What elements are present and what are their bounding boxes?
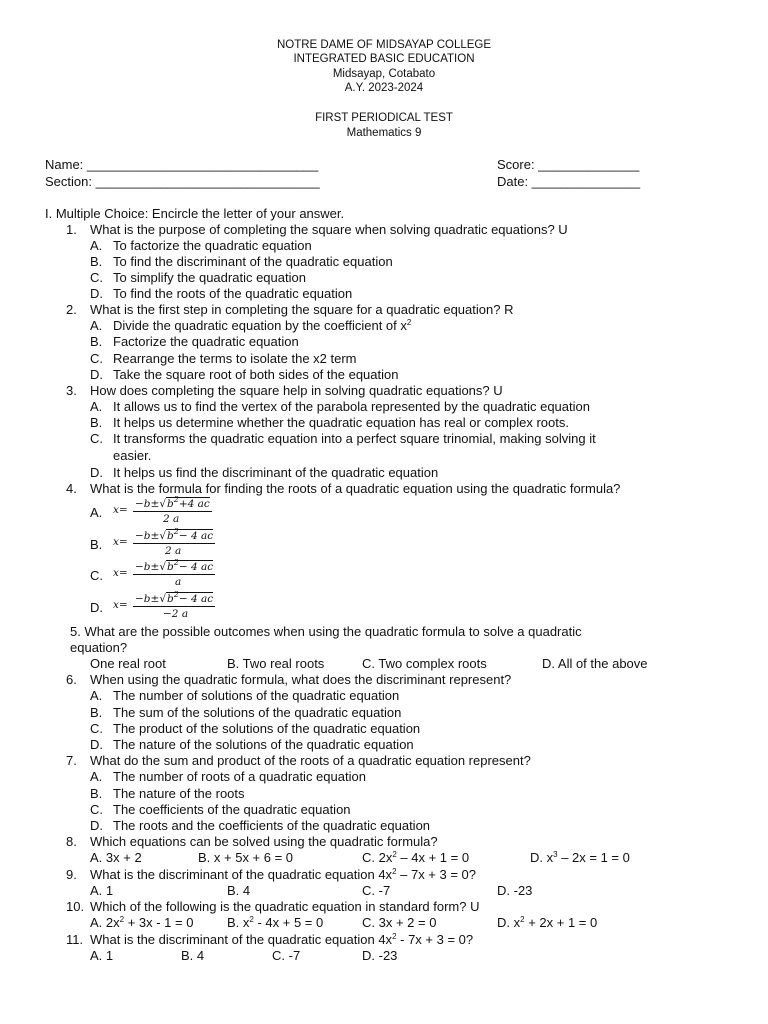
formula-numerator: $-b\pm√b^2+4$ ac bbox=[135, 495, 210, 510]
option-text: Factorize the quadratic equation bbox=[113, 334, 299, 349]
numerator-prefix: −b± bbox=[135, 593, 160, 605]
option-d: D. -23 bbox=[362, 948, 398, 963]
radicand-rest: − 4 ac bbox=[178, 593, 214, 605]
option-a: One real root bbox=[90, 656, 166, 671]
question-text: What is the first step in completing the square for a quadratic equation? R bbox=[90, 302, 514, 317]
option-b: B. 4 bbox=[181, 948, 205, 963]
option-text-main: A. 2x bbox=[90, 915, 120, 930]
radicand bbox=[166, 529, 213, 542]
question-number: 8. bbox=[66, 834, 77, 849]
subject-title: Mathematics 9 bbox=[346, 127, 422, 139]
option-text: The roots and the coefficients of the quadratic equation bbox=[113, 818, 431, 833]
radicand-base: b bbox=[167, 530, 174, 542]
superscript: 2 bbox=[173, 590, 179, 599]
superscript: 2 bbox=[520, 915, 525, 924]
numerator-prefix: −b± bbox=[135, 530, 160, 542]
academic-year: A.Y. 2023-2024 bbox=[344, 82, 424, 94]
option-b: B. 4 bbox=[227, 883, 251, 898]
option-text: The number of solutions of the quadratic equation bbox=[113, 688, 400, 703]
radicand-base: b bbox=[167, 498, 174, 510]
instruction: I. Multiple Choice: Encircle the letter of your answer. bbox=[45, 206, 345, 221]
option-text: The nature of the roots bbox=[113, 786, 245, 801]
superscript: 2 bbox=[173, 527, 179, 536]
option-letter: A. bbox=[90, 505, 103, 520]
option-letter: B. bbox=[90, 537, 103, 552]
radicand bbox=[166, 592, 213, 605]
option-text-main: D. x bbox=[530, 850, 554, 865]
question-number: 6. bbox=[66, 672, 77, 687]
option-text: To simplify the quadratic equation bbox=[113, 270, 306, 285]
option-letter: B. bbox=[90, 415, 103, 430]
radicand-rest: − 4 ac bbox=[178, 561, 214, 573]
option-text-main: B. x bbox=[227, 915, 250, 930]
name-field: Name: ________________________________ bbox=[45, 157, 319, 172]
superscript: 2 bbox=[249, 915, 254, 924]
option-text-rest: + 3x - 1 = 0 bbox=[124, 915, 194, 930]
superscript: 2 bbox=[392, 867, 397, 876]
option-text: It allows us to find the vertex of the parabola represented by the quadratic equation bbox=[113, 399, 590, 414]
formula-lhs: x= bbox=[113, 504, 128, 516]
option-text: It transforms the quadratic equation into a perfect square trinomial, making solving it bbox=[113, 431, 596, 446]
question-text bbox=[90, 932, 473, 948]
radicand bbox=[166, 497, 210, 510]
superscript: 2 bbox=[392, 850, 397, 859]
option-text: The product of the solutions of the quadratic equation bbox=[113, 721, 421, 736]
radicand-rest: +4 ac bbox=[178, 498, 210, 510]
question-5: 5. What are the possible outcomes when using the quadratic formula to solve a quadratic bbox=[70, 624, 582, 639]
score-field: Score: ______________ bbox=[497, 157, 640, 172]
formula-denominator: −2 a bbox=[163, 608, 189, 620]
option-text-main: C. 2x bbox=[362, 850, 393, 865]
option-text: Rearrange the terms to isolate the x2 term bbox=[113, 351, 357, 366]
option-letter: B. bbox=[90, 705, 103, 720]
option-a: A. 1 bbox=[90, 948, 114, 963]
superscript: 2 bbox=[119, 915, 125, 924]
option-text-rest: + 2x + 1 = 0 bbox=[524, 915, 598, 930]
option-letter: C. bbox=[90, 568, 103, 583]
option-text-main: Divide the quadratic equation by the coefficient of x bbox=[113, 318, 407, 333]
option-text: easier. bbox=[113, 448, 152, 463]
option-b bbox=[227, 915, 323, 931]
formula-denominator: 2 a bbox=[165, 545, 182, 557]
section-field: Section: _______________________________ bbox=[45, 174, 320, 189]
option-d bbox=[497, 915, 597, 931]
option-text: The number of roots of a quadratic equation bbox=[113, 769, 366, 784]
option-c: C. -7 bbox=[272, 948, 301, 963]
question-text: What is the purpose of completing the square when solving quadratic equations? U bbox=[90, 222, 568, 237]
option-c bbox=[362, 850, 469, 866]
test-title: FIRST PERIODICAL TEST bbox=[315, 112, 453, 124]
option-d bbox=[530, 850, 630, 866]
option-letter: D. bbox=[90, 737, 103, 752]
option-text: The coefficients of the quadratic equation bbox=[113, 802, 351, 817]
superscript: 2 bbox=[392, 932, 397, 941]
formula-denominator: a bbox=[175, 576, 182, 588]
option-text: Take the square root of both sides of the equation bbox=[113, 367, 399, 382]
option-letter: D. bbox=[90, 286, 103, 301]
date-field: Date: _______________ bbox=[497, 174, 641, 189]
option-a: A. 3x + 2 bbox=[90, 850, 142, 865]
option-letter: B. bbox=[90, 786, 103, 801]
question-5-continued: equation? bbox=[70, 640, 128, 655]
option-text-rest: - 4x + 5 = 0 bbox=[253, 915, 324, 930]
formula-lhs: x= bbox=[113, 567, 128, 579]
formula-numerator: $-b\pm√b^2- 4$ ac bbox=[135, 590, 214, 605]
question-number: 10. bbox=[66, 899, 85, 914]
option-c: C. Two complex roots bbox=[362, 656, 487, 671]
option-letter: B. bbox=[90, 254, 103, 269]
superscript: 2 bbox=[173, 495, 179, 504]
option-letter: A. bbox=[90, 238, 103, 253]
department: INTEGRATED BASIC EDUCATION bbox=[293, 53, 475, 65]
option-text-rest: – 4x + 1 = 0 bbox=[396, 850, 470, 865]
option-text: The sum of the solutions of the quadratic equation bbox=[113, 705, 402, 720]
option-b: B. x + 5x + 6 = 0 bbox=[198, 850, 294, 865]
option-b: B. Two real roots bbox=[227, 656, 325, 671]
formula-numerator: $-b\pm√b^2- 4$ ac bbox=[135, 527, 214, 542]
radicand-base: b bbox=[167, 561, 174, 573]
option-letter: A. bbox=[90, 399, 103, 414]
question-text: When using the quadratic formula, what does the discriminant represent? bbox=[90, 672, 512, 687]
question-text: Which of the following is the quadratic equation in standard form? U bbox=[90, 899, 480, 914]
option-letter: D. bbox=[90, 367, 103, 382]
option-letter: A. bbox=[90, 688, 103, 703]
option-letter: C. bbox=[90, 802, 103, 817]
option-d: D. All of the above bbox=[542, 656, 648, 671]
option-letter: A. bbox=[90, 318, 103, 333]
question-number: 7. bbox=[66, 753, 77, 768]
option-letter: B. bbox=[90, 334, 103, 349]
question-text: How does completing the square help in solving quadratic equations? U bbox=[90, 383, 503, 398]
option-text: To find the discriminant of the quadratic equation bbox=[113, 254, 393, 269]
option-text-main: D. x bbox=[497, 915, 521, 930]
question-text-rest: – 7x + 3 = 0? bbox=[396, 867, 477, 882]
superscript: 2 bbox=[406, 318, 412, 327]
school-name: NOTRE DAME OF MIDSAYAP COLLEGE bbox=[276, 39, 492, 51]
option-letter: A. bbox=[90, 769, 103, 784]
question-number: 11. bbox=[66, 932, 84, 947]
question-number: 2. bbox=[66, 302, 77, 317]
option-letter: C. bbox=[90, 431, 103, 446]
option-text: It helps us find the discriminant of the quadratic equation bbox=[113, 465, 439, 480]
question-text: What do the sum and product of the roots of a quadratic equation represent? bbox=[90, 753, 531, 768]
option-c: C. -7 bbox=[362, 883, 391, 898]
option-text: The nature of the solutions of the quadratic equation bbox=[113, 737, 414, 752]
option-a bbox=[90, 915, 193, 931]
numerator-prefix: −b± bbox=[135, 498, 160, 510]
option-letter: C. bbox=[90, 351, 103, 366]
question-text-main: What is the discriminant of the quadratic equation 4x bbox=[90, 932, 393, 947]
option-letter: D. bbox=[90, 600, 103, 615]
option-letter: C. bbox=[90, 270, 103, 285]
option-text: It helps us determine whether the quadratic equation has real or complex roots. bbox=[113, 415, 569, 430]
question-number: 4. bbox=[66, 481, 77, 496]
formula-lhs: x= bbox=[113, 599, 128, 611]
question-text-main: What is the discriminant of the quadratic equation 4x bbox=[90, 867, 393, 882]
superscript: 2 bbox=[173, 558, 179, 567]
option-c: C. 3x + 2 = 0 bbox=[362, 915, 437, 930]
radicand-base: b bbox=[167, 593, 174, 605]
formula-lhs: x= bbox=[113, 536, 128, 548]
option-d: D. -23 bbox=[497, 883, 533, 898]
option-text-rest: – 2x = 1 = 0 bbox=[557, 850, 630, 865]
question-number: 9. bbox=[66, 867, 77, 882]
question-text: What is the formula for finding the roots of a quadratic equation using the quadratic formula? bbox=[90, 481, 621, 496]
radicand bbox=[166, 560, 213, 573]
option-text: To factorize the quadratic equation bbox=[113, 238, 312, 253]
radicand-rest: − 4 ac bbox=[178, 530, 214, 542]
formula-numerator: $-b\pm√b^2- 4$ ac bbox=[135, 558, 214, 573]
option-letter: D. bbox=[90, 465, 103, 480]
option-text: To find the roots of the quadratic equation bbox=[113, 286, 353, 301]
question-text: Which equations can be solved using the quadratic formula? bbox=[90, 834, 438, 849]
question-number: 1. bbox=[66, 222, 77, 237]
formula-denominator: 2 a bbox=[163, 513, 180, 525]
option-letter: D. bbox=[90, 818, 103, 833]
question-text bbox=[90, 867, 476, 883]
question-text-rest: - 7x + 3 = 0? bbox=[396, 932, 474, 947]
question-number: 3. bbox=[66, 383, 77, 398]
superscript: 3 bbox=[553, 850, 558, 859]
option-a: A. 1 bbox=[90, 883, 114, 898]
school-location: Midsayap, Cotabato bbox=[332, 68, 436, 80]
option-letter: C. bbox=[90, 721, 103, 736]
numerator-prefix: −b± bbox=[135, 561, 160, 573]
option-text bbox=[113, 318, 411, 334]
